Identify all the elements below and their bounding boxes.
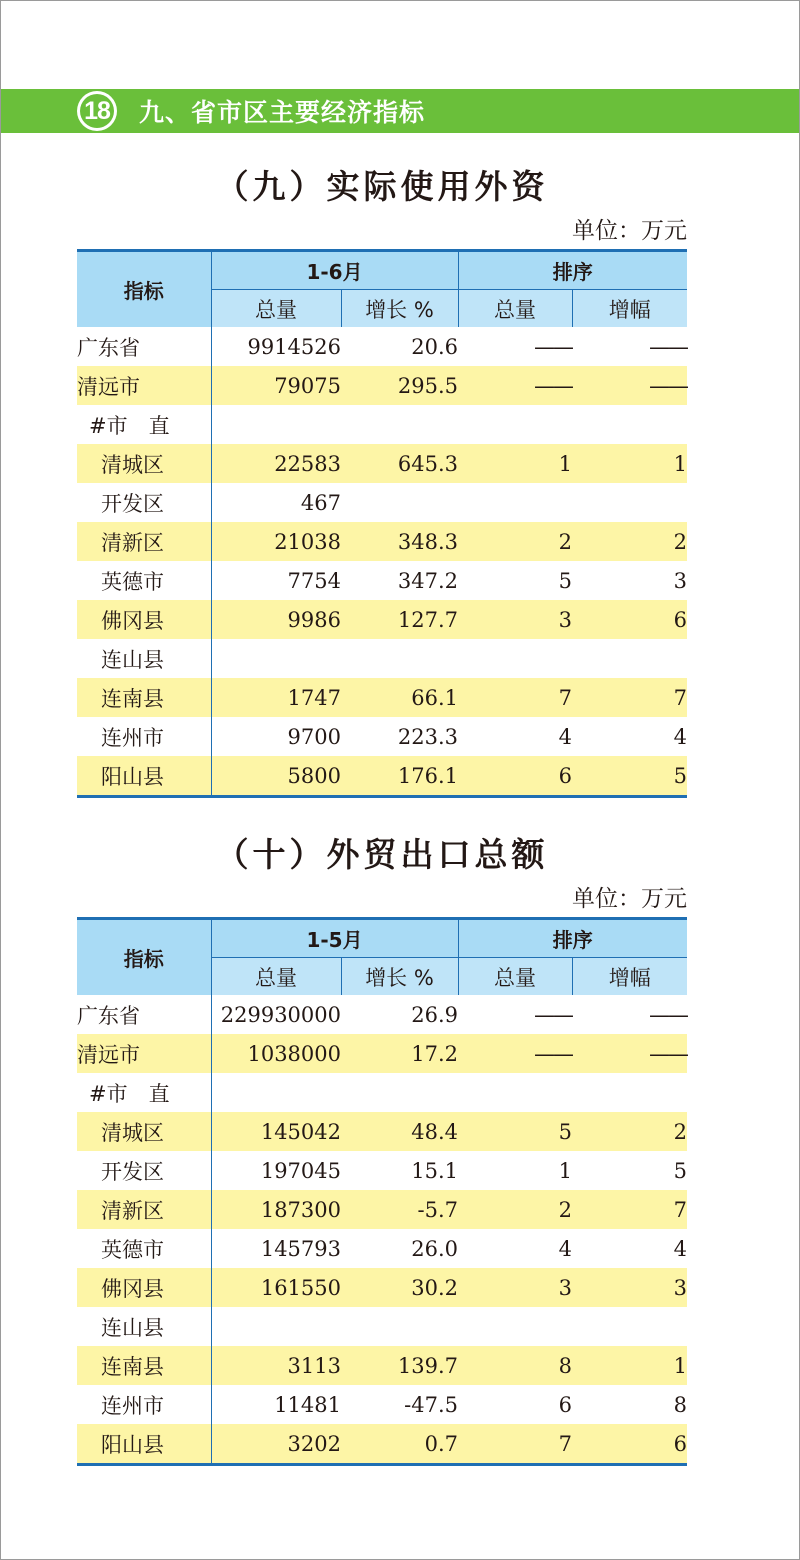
table-row — [77, 561, 687, 600]
row-name: 佛冈县 — [77, 1268, 211, 1307]
cell-growth — [341, 405, 458, 444]
cell-rank-growth: 1 — [572, 444, 687, 483]
cell-rank-total — [458, 1307, 572, 1346]
cell-total: 9914526 — [247, 334, 341, 359]
table-row — [77, 522, 687, 561]
cell-rank-total: 1 — [558, 1158, 573, 1183]
cell-rank-total: 3 — [458, 1268, 572, 1307]
cell-growth — [341, 483, 458, 522]
cell-rank-growth: 3 — [673, 568, 688, 593]
cell-rank-total: 4 — [558, 724, 573, 749]
row-name: 连州市 — [77, 717, 211, 756]
cell-growth: 295.5 — [341, 366, 458, 405]
cell-total: 22583 — [211, 444, 341, 483]
table-row — [77, 444, 687, 483]
cell-rank-growth: 6 — [572, 600, 687, 639]
section-export-total — [77, 829, 687, 1466]
data-table — [77, 249, 687, 798]
unit-label: 单位：万元 — [572, 886, 687, 912]
cell-rank-growth: —— — [649, 334, 688, 359]
cell-rank-growth: 2 — [572, 1112, 687, 1151]
row-name: 广东省 — [77, 995, 211, 1034]
page-number-badge — [77, 91, 117, 131]
cell-rank-total: 7 — [458, 678, 572, 717]
table-row — [77, 1151, 687, 1190]
cell-rank-growth: —— — [649, 1002, 688, 1027]
cell-rank-total — [458, 405, 572, 444]
cell-rank-growth — [572, 405, 687, 444]
chapter-title: 九、省市区主要经济指标 — [139, 98, 426, 127]
row-name: 连山县 — [77, 639, 211, 678]
cell-growth: 30.2 — [341, 1268, 458, 1307]
table-row — [77, 366, 687, 405]
cell-rank-total: 5 — [558, 568, 573, 593]
cell-growth: 127.7 — [341, 600, 458, 639]
cell-total — [211, 1073, 341, 1112]
col-header-indicator: 指标 — [77, 251, 211, 328]
cell-rank-growth: 7 — [572, 678, 687, 717]
cell-rank-total: 6 — [558, 1392, 573, 1417]
col-header-total: 总量 — [211, 958, 341, 996]
cell-rank-growth: 3 — [572, 1268, 687, 1307]
col-header-rank-growth: 增幅 — [572, 958, 687, 996]
row-name: #市 直 — [77, 1073, 211, 1112]
row-name: 清新区 — [77, 522, 211, 561]
cell-growth: 17.2 — [341, 1034, 458, 1073]
cell-rank-total: —— — [534, 334, 573, 359]
col-header-period: 1-5月 — [211, 919, 458, 958]
unit-label: 单位：万元 — [572, 218, 687, 244]
cell-growth: -47.5 — [404, 1392, 459, 1417]
cell-growth: 645.3 — [341, 444, 458, 483]
cell-total: 187300 — [211, 1190, 341, 1229]
cell-total: 9700 — [287, 724, 341, 749]
row-name: 连南县 — [77, 1346, 211, 1385]
cell-growth: 20.6 — [411, 334, 459, 359]
cell-rank-total — [458, 483, 572, 522]
table-row — [77, 327, 687, 366]
table-row — [77, 995, 687, 1034]
cell-total: 145042 — [211, 1112, 341, 1151]
row-name: 阳山县 — [77, 756, 211, 797]
col-header-growth: 增长 % — [341, 958, 458, 996]
page-number: 18 — [80, 94, 114, 128]
row-name: 广东省 — [77, 327, 211, 366]
cell-growth: 15.1 — [411, 1158, 459, 1183]
cell-growth — [341, 1307, 458, 1346]
cell-total: 229930000 — [220, 1002, 341, 1027]
table-row — [77, 1073, 687, 1112]
table-row — [77, 1424, 687, 1465]
table-row — [77, 639, 687, 678]
cell-total — [211, 405, 341, 444]
table-row — [77, 405, 687, 444]
cell-rank-total: 1 — [458, 444, 572, 483]
cell-total: 11481 — [274, 1392, 341, 1417]
cell-rank-total — [458, 639, 572, 678]
col-header-rank-growth: 增幅 — [572, 290, 687, 328]
col-header-rank: 排序 — [458, 251, 687, 290]
row-name: 连山县 — [77, 1307, 211, 1346]
cell-total: 9986 — [211, 600, 341, 639]
table-row — [77, 756, 687, 797]
row-name: 清城区 — [77, 1112, 211, 1151]
col-header-rank-total: 总量 — [458, 290, 572, 328]
cell-total — [211, 639, 341, 678]
cell-rank-total — [458, 1073, 572, 1112]
cell-rank-growth: 2 — [572, 522, 687, 561]
table-row — [77, 1307, 687, 1346]
row-name: 清新区 — [77, 1190, 211, 1229]
col-header-indicator: 指标 — [77, 919, 211, 996]
row-name: 英德市 — [77, 1229, 211, 1268]
row-name: 开发区 — [77, 1151, 211, 1190]
cell-rank-total: 3 — [458, 600, 572, 639]
table-body — [77, 995, 687, 1465]
table-row — [77, 1034, 687, 1073]
table-row — [77, 600, 687, 639]
cell-total: 145793 — [260, 1236, 341, 1261]
table-row — [77, 1385, 687, 1424]
table-row — [77, 678, 687, 717]
section-title: （十）外贸出口总额 — [215, 835, 549, 874]
row-name: 开发区 — [77, 483, 211, 522]
table-row — [77, 1229, 687, 1268]
cell-rank-growth: 8 — [673, 1392, 688, 1417]
cell-growth: -5.7 — [341, 1190, 458, 1229]
cell-growth: 66.1 — [341, 678, 458, 717]
cell-rank-growth: 5 — [572, 756, 687, 797]
cell-growth: 348.3 — [341, 522, 458, 561]
cell-rank-growth: 6 — [572, 1424, 687, 1465]
row-name: 英德市 — [77, 561, 211, 600]
cell-total — [211, 1307, 341, 1346]
cell-rank-total: —— — [534, 1002, 573, 1027]
table-body — [77, 327, 687, 797]
section-foreign-investment — [77, 161, 687, 798]
cell-rank-growth — [572, 639, 687, 678]
section-title: （九）实际使用外资 — [215, 167, 549, 206]
cell-total: 161550 — [211, 1268, 341, 1307]
cell-total: 3113 — [211, 1346, 341, 1385]
cell-growth: 0.7 — [341, 1424, 458, 1465]
row-name: 清远市 — [77, 366, 211, 405]
cell-total: 197045 — [260, 1158, 341, 1183]
cell-growth — [341, 639, 458, 678]
row-name: 阳山县 — [77, 1424, 211, 1465]
cell-rank-growth: —— — [572, 366, 687, 405]
cell-rank-growth: —— — [572, 1034, 687, 1073]
cell-rank-total: —— — [458, 1034, 572, 1073]
col-header-growth: 增长 % — [341, 290, 458, 328]
cell-total: 3202 — [211, 1424, 341, 1465]
col-header-period: 1-6月 — [211, 251, 458, 290]
table-row — [77, 1268, 687, 1307]
data-table — [77, 917, 687, 1466]
col-header-total: 总量 — [211, 290, 341, 328]
row-name: 连州市 — [77, 1385, 211, 1424]
row-name: 佛冈县 — [77, 600, 211, 639]
cell-rank-total: 4 — [558, 1236, 573, 1261]
row-name: #市 直 — [77, 405, 211, 444]
table-row — [77, 1112, 687, 1151]
cell-rank-total: 7 — [458, 1424, 572, 1465]
cell-total: 7754 — [287, 568, 341, 593]
table-row — [77, 1346, 687, 1385]
cell-rank-total: 2 — [458, 1190, 572, 1229]
cell-rank-growth — [572, 1307, 687, 1346]
cell-growth: 48.4 — [341, 1112, 458, 1151]
cell-growth — [341, 1073, 458, 1112]
col-header-rank: 排序 — [458, 919, 687, 958]
chapter-banner — [1, 89, 799, 133]
col-header-rank-total: 总量 — [458, 958, 572, 996]
row-name: 清远市 — [77, 1034, 211, 1073]
cell-total: 79075 — [211, 366, 341, 405]
cell-rank-total: 6 — [458, 756, 572, 797]
cell-growth: 223.3 — [397, 724, 459, 749]
cell-rank-total: 2 — [458, 522, 572, 561]
row-name: 连南县 — [77, 678, 211, 717]
cell-growth: 26.9 — [411, 1002, 459, 1027]
table-row — [77, 717, 687, 756]
cell-total: 5800 — [211, 756, 341, 797]
cell-rank-growth: 7 — [572, 1190, 687, 1229]
cell-rank-growth: 4 — [673, 724, 688, 749]
cell-growth: 347.2 — [397, 568, 459, 593]
cell-rank-total: 8 — [458, 1346, 572, 1385]
cell-total: 1038000 — [211, 1034, 341, 1073]
cell-growth: 26.0 — [411, 1236, 459, 1261]
cell-total: 467 — [300, 490, 341, 515]
row-name: 清城区 — [77, 444, 211, 483]
table-row — [77, 1190, 687, 1229]
cell-rank-total: 5 — [458, 1112, 572, 1151]
cell-rank-growth: 5 — [673, 1158, 688, 1183]
table-row — [77, 483, 687, 522]
cell-rank-growth — [572, 483, 687, 522]
cell-rank-growth: 1 — [572, 1346, 687, 1385]
cell-total: 21038 — [211, 522, 341, 561]
cell-growth: 139.7 — [341, 1346, 458, 1385]
cell-rank-total: —— — [458, 366, 572, 405]
cell-rank-growth: 4 — [673, 1236, 688, 1261]
cell-rank-growth — [572, 1073, 687, 1112]
cell-total: 1747 — [211, 678, 341, 717]
cell-growth: 176.1 — [341, 756, 458, 797]
